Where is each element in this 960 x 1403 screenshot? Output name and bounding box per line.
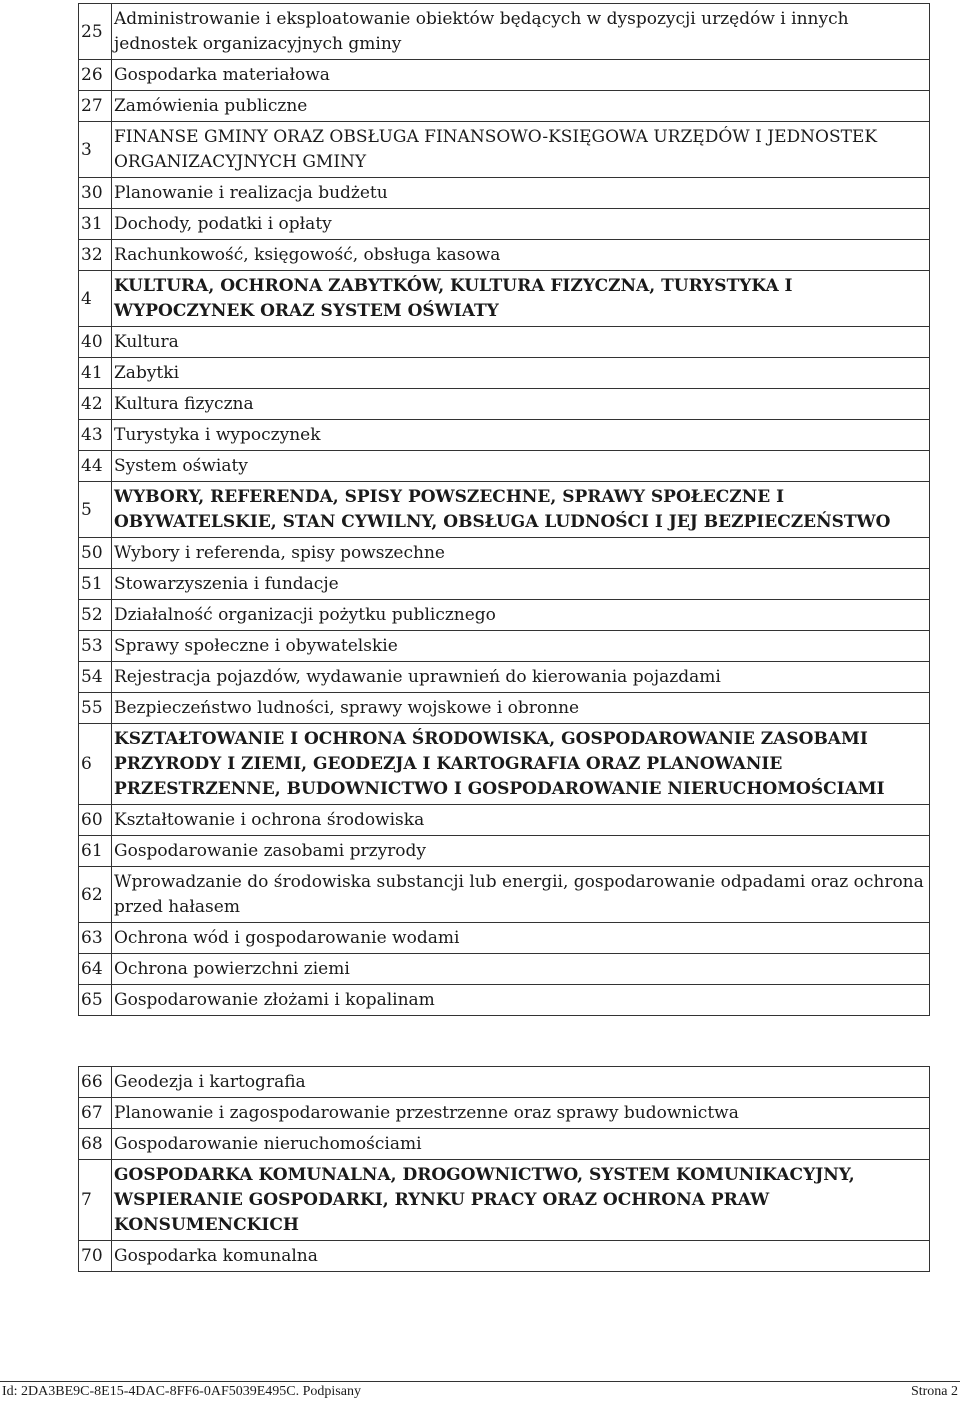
table-2-body [79,1067,930,1272]
table-row [79,985,930,1016]
document-id: Id: 2DA3BE9C-8E15-4DAC-8FF6-0AF5039E495C. Podpisany [2,1384,361,1399]
row-label: Administrowanie i eksploatowanie obiektów będących w dyspozycji urzędów i innych jednostek organizacyjnych gminy [112,4,930,60]
row-code: 41 [79,358,112,389]
table-row [79,631,930,662]
row-code: 54 [79,662,112,693]
classification-table-1 [78,3,930,1016]
table-row [79,451,930,482]
row-code: 60 [79,805,112,836]
table-row [79,271,930,327]
row-label: Rejestracja pojazdów, wydawanie uprawnień do kierowania pojazdami [112,662,930,693]
row-code: 65 [79,985,112,1016]
row-code: 52 [79,600,112,631]
row-label: Gospodarowanie nieruchomościami [112,1129,930,1160]
row-label: Kształtowanie i ochrona środowiska [112,805,930,836]
row-label: Kultura fizyczna [112,389,930,420]
row-code: 55 [79,693,112,724]
table-1-body [79,4,930,1016]
page-number: Strona 2 [910,1384,958,1399]
row-label: Gospodarowanie złożami i kopalinam [112,985,930,1016]
footer-divider [0,1381,960,1382]
table-row [79,693,930,724]
row-label: Turystyka i wypoczynek [112,420,930,451]
table-row [79,240,930,271]
row-label: Geodezja i kartografia [112,1067,930,1098]
classification-table-2 [78,1066,930,1272]
row-label: Zamówienia publiczne [112,91,930,122]
table-row [79,923,930,954]
row-code: 30 [79,178,112,209]
row-label: FINANSE GMINY ORAZ OBSŁUGA FINANSOWO-KSIĘGOWA URZĘDÓW I JEDNOSTEK ORGANIZACYJNYCH GMINY [112,122,930,178]
section-heading: GOSPODARKA KOMUNALNA, DROGOWNICTWO, SYSTEM KOMUNIKACYJNY, WSPIERANIE GOSPODARKI, RYNKU PRACY ORAZ OCHRONA PRAW KONSUMENCKICH [112,1160,930,1241]
table-row [79,91,930,122]
table-row [79,867,930,923]
row-label: Bezpieczeństwo ludności, sprawy wojskowe i obronne [112,693,930,724]
table-row [79,724,930,805]
section-heading: KULTURA, OCHRONA ZABYTKÓW, KULTURA FIZYCZNA, TURYSTYKA I WYPOCZYNEK ORAZ SYSTEM OŚWIATY [112,271,930,327]
row-code: 3 [79,122,112,178]
table-row [79,805,930,836]
row-code: 43 [79,420,112,451]
table-row [79,600,930,631]
row-label: Zabytki [112,358,930,389]
row-code: 62 [79,867,112,923]
row-code: 61 [79,836,112,867]
row-label: Gospodarowanie zasobami przyrody [112,836,930,867]
table-row [79,358,930,389]
row-label: Ochrona wód i gospodarowanie wodami [112,923,930,954]
row-code: 5 [79,482,112,538]
row-label: Planowanie i realizacja budżetu [112,178,930,209]
table-row [79,1160,930,1241]
table-row [79,954,930,985]
row-code: 6 [79,724,112,805]
row-code: 64 [79,954,112,985]
row-code: 67 [79,1098,112,1129]
table-row [79,482,930,538]
row-code: 31 [79,209,112,240]
row-code: 44 [79,451,112,482]
row-label: Ochrona powierzchni ziemi [112,954,930,985]
row-code: 27 [79,91,112,122]
table-row [79,420,930,451]
row-code: 51 [79,569,112,600]
row-code: 53 [79,631,112,662]
table-row [79,327,930,358]
table-row [79,60,930,91]
row-label: Gospodarka materiałowa [112,60,930,91]
row-code: 26 [79,60,112,91]
section-heading: KSZTAŁTOWANIE I OCHRONA ŚRODOWISKA, GOSPODAROWANIE ZASOBAMI PRZYRODY I ZIEMI, GEODEZJA I KARTOGRAFIA ORAZ PLANOWANIE PRZESTRZENNE, BUDOWNICTWO I GOSPODAROWANIE NIERUCHOMOŚCIAMI [112,724,930,805]
table-row [79,538,930,569]
table-row [79,569,930,600]
table-row [79,836,930,867]
table-row [79,1129,930,1160]
row-code: 68 [79,1129,112,1160]
row-code: 50 [79,538,112,569]
row-code: 40 [79,327,112,358]
table-row [79,178,930,209]
row-code: 42 [79,389,112,420]
table-row [79,389,930,420]
row-label: Planowanie i zagospodarowanie przestrzenne oraz sprawy budownictwa [112,1098,930,1129]
table-row [79,1241,930,1272]
row-code: 7 [79,1160,112,1241]
row-code: 70 [79,1241,112,1272]
row-label: Działalność organizacji pożytku publicznego [112,600,930,631]
row-code: 25 [79,4,112,60]
row-code: 63 [79,923,112,954]
row-code: 32 [79,240,112,271]
table-row [79,209,930,240]
row-label: Dochody, podatki i opłaty [112,209,930,240]
row-label: Wybory i referenda, spisy powszechne [112,538,930,569]
row-label: Rachunkowość, księgowość, obsługa kasowa [112,240,930,271]
table-row [79,1098,930,1129]
row-label: Kultura [112,327,930,358]
row-label: Stowarzyszenia i fundacje [112,569,930,600]
table-row [79,662,930,693]
table-row [79,1067,930,1098]
row-code: 4 [79,271,112,327]
row-label: Gospodarka komunalna [112,1241,930,1272]
section-heading: WYBORY, REFERENDA, SPISY POWSZECHNE, SPRAWY SPOŁECZNE I OBYWATELSKIE, STAN CYWILNY, OBSŁUGA LUDNOŚCI I JEJ BEZPIECZEŃSTWO [112,482,930,538]
row-label: Sprawy społeczne i obywatelskie [112,631,930,662]
row-label: System oświaty [112,451,930,482]
row-label: Wprowadzanie do środowiska substancji lub energii, gospodarowanie odpadami oraz ochrona przed hałasem [112,867,930,923]
table-row [79,122,930,178]
row-code: 66 [79,1067,112,1098]
table-row [79,4,930,60]
